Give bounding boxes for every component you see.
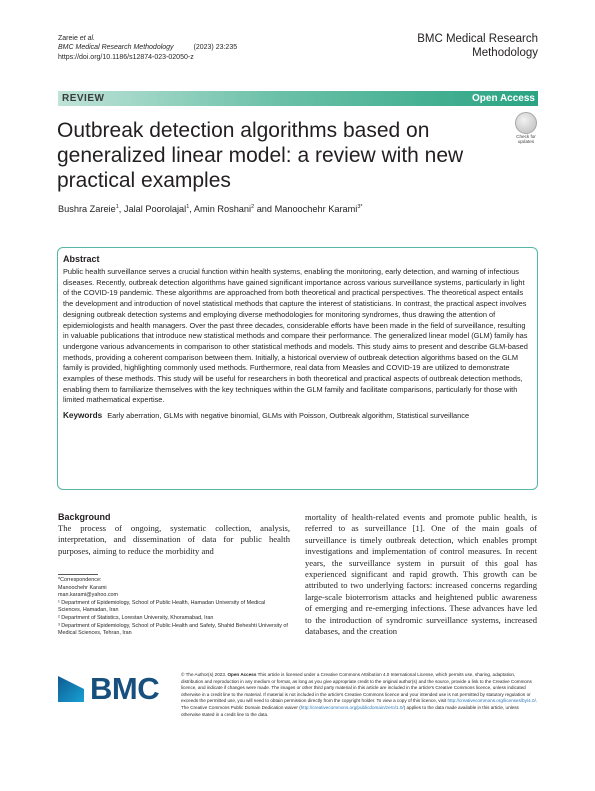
keywords-text: Early aberration, GLMs with negative binomial, GLMs with Poisson, Outbreak algorithm, Statistical surveillance [107,411,470,421]
header-journal: BMC Medical Research Methodology [58,44,174,52]
background-text-right: mortality of health-related events and promote public health, is referred to as surveillance [1]. One of the main goals of surveillance is timely outbreak detection, which enables prompt investigations and implementation of control measures. In recent years, the surveillance system in pursuit of this goal has experienced significant and rapid growth. This growth can be attributed to two underlying factors: increased concerns regarding large-scale bioterrorism attacks and heightened public awareness of emerging and re-emerging infections. These advances have led to the introduction of syndromic surveillance systems, increased databases, and the creation [305,512,537,637]
affiliation-3: ³ Department of Epidemiology, School of Public Health and Safety, Shahid Beheshti University of Medical Sciences, Tehran, Iran [58,622,288,637]
header-etal: et al. [79,35,95,42]
footnote-divider [58,574,98,575]
author-affiliation-marker: 2 [251,204,255,210]
header-journal-line [58,43,237,52]
bmc-logo-text: BMC [90,671,160,706]
license-oa-label: Open Access [227,672,257,677]
check-for-updates-button[interactable] [512,112,540,146]
license-text-1: This article is licensed under a Creative Commons Attribution 4.0 International License, which permits use, sharing, adaptation, distribution and reproduction in any medium or format, as long as you give appropriate credit to the original author(s) and the source, provide a link to the Creative Commons licence, and indicate if changes were made. The images or other third party material in this article are included in the article's Creative Commons licence, unless indicated otherwise in a credit line to the material. If material is not included in the article's Creative Commons licence and your intended use is not permitted by statutory regulation or exceeds the permitted use, you will need to obtain permission directly from the copyright holder. To view a copy of this licence, visit [181,672,532,704]
journal-brand-line2: Methodology [472,47,538,59]
journal-brand [388,32,538,60]
affiliation-2: ² Department of Statistics, Lorestan University, Khoramabad, Iran [58,614,214,621]
bmc-logo [58,672,168,706]
background-heading: Background [58,512,111,522]
author-name[interactable]: Jalal Poorolajal [123,204,187,215]
article-type-banner [58,91,538,106]
author-separator: , [118,204,124,215]
author-separator: and [254,204,275,215]
article-title: Outbreak detection algorithms based on generalized linear model: a review with new practical examples [57,119,464,192]
author-list [58,204,363,214]
header-volume: (2023) 23:235 [193,44,238,52]
author-name[interactable]: Manoochehr Karami [274,204,358,215]
license-link-cc0[interactable]: http://creativecommons.org/publicdomain/zero/1.0/ [300,704,404,710]
open-access-label: Open Access [472,93,535,104]
author-separator: , [189,204,194,215]
check-updates-label: Check for updates [516,134,536,145]
background-text-left: The process of ongoing, systematic collection, analysis, interpretation, and dissemination of data for public health purposes, aiming to reduce the morbidity and [58,523,290,556]
article-type-label: REVIEW [62,93,105,104]
keywords [63,411,532,422]
running-header [58,34,237,62]
footnotes [58,577,290,638]
license-statement [181,672,538,718]
author-affiliation-marker: 1 [186,204,190,210]
affiliation-1: ¹ Department of Epidemiology, School of Public Health, Hamadan University of Medical Sciences, Hamadan, Iran [58,599,266,614]
author-affiliation-marker: 3* [357,204,363,210]
author-name[interactable]: Amin Roshani [193,204,252,215]
license-copyright: © The Author(s) 2023. [181,672,227,677]
license-text-2: . The Creative Commons Public Domain Dedication waiver ( [181,698,538,710]
author-name[interactable]: Bushra Zareie [58,204,116,215]
header-doi[interactable]: https://doi.org/10.1186/s12874-023-02050-z [58,53,194,61]
abstract-heading: Abstract [63,254,100,264]
body-column-right [305,512,537,637]
keywords-label: Keywords [63,411,103,421]
correspondence-label: *Correspondence: [58,577,102,583]
body-column-left [58,512,290,557]
header-author-line [58,34,237,43]
author-affiliation-marker: 1 [115,204,119,210]
journal-brand-line1: BMC Medical Research [417,33,538,45]
license-link-cc-by[interactable]: http://creativecommons.org/licenses/by/4.0/ [447,698,536,704]
correspondence-name: Manoochehr Karami [58,584,107,591]
abstract-text: Public health surveillance serves a crucial function within health systems, enabling the monitoring, early detection, and warning of infectious diseases. Recently, outbreak detection algorithms have gained significant importance across various surveillance systems, particularly in light of the COVID-19 pandemic. These algorithms are approached from both theoretical and practical perspectives. The theoretical aspect entails the development and introduction of novel statistical methods that capture the interest of statisticians. In contrast, the practical aspect involves designing outbreak detection systems and employing diverse methodologies for monitoring syndromes, thus drawing the attention of epidemiologists and health managers. Over the past three decades, considerable efforts have been made in the field of surveillance, resulting in valuable publications that introduce new statistical methods and compare their performance. The generalized linear model (GLM) family has undergone various advancements in comparison to other statistical methods and models. This study aims to present and describe GLM-based methods, providing a coherent comparison between them. Initially, a historical overview of outbreak detection algorithms based on the GLM family is provided, highlighting commonly used methods. Furthermore, real data from Measles and COVID-19 are utilized to demonstrate examples of these methods. This study will be useful for researchers in both theoretical and practical aspects of outbreak detection methods, enabling them to familiarize themselves with the key techniques within the GLM family and facilitate comparisons, particularly for those with limited mathematical expertise. [63,267,528,405]
header-author: Zareie [58,35,78,42]
check-updates-icon [515,112,537,134]
abstract-box [57,247,538,490]
correspondence-email[interactable]: man.karami@yahoo.com [58,592,118,599]
license-text-3: ) applies to the data made available in this article, unless otherwise stated in a credit line to the data. [181,704,519,717]
